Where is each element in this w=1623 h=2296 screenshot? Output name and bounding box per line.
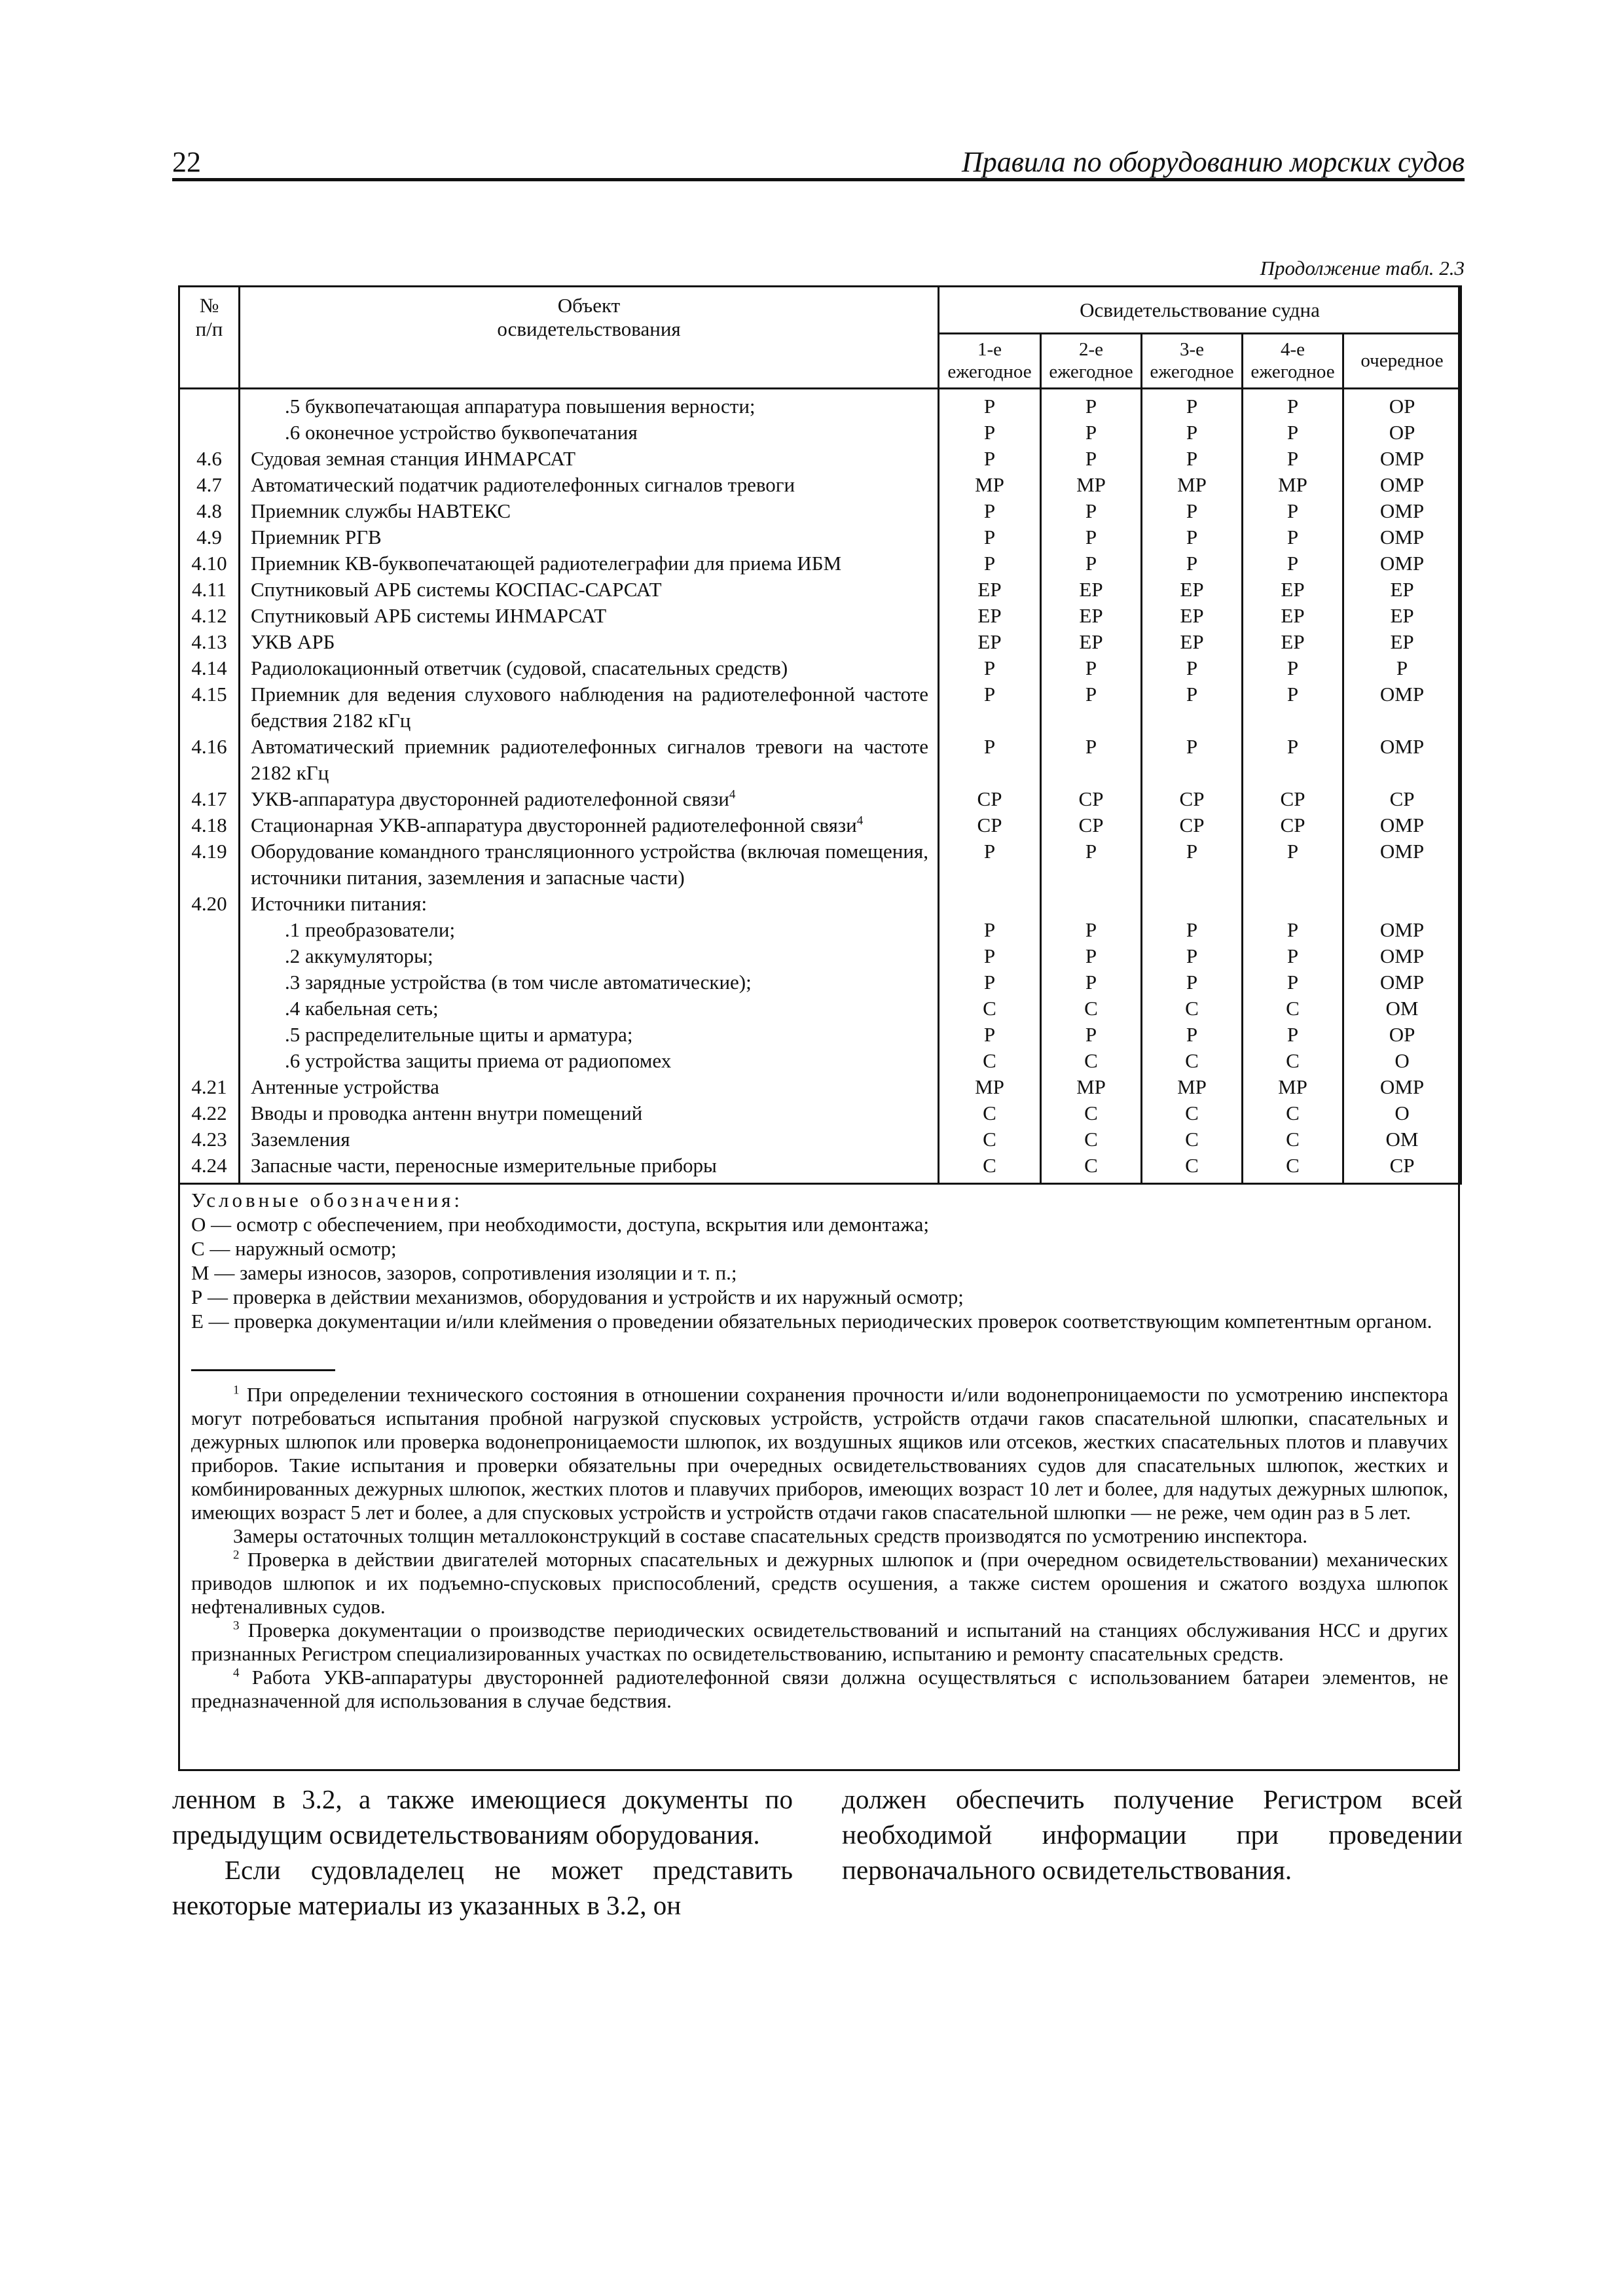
survey-code	[1243, 891, 1343, 917]
survey-code: Р	[1041, 734, 1142, 786]
survey-code: Р	[1243, 420, 1343, 446]
table-row	[179, 577, 1461, 603]
col-header-c2: 2-е ежегодное	[1041, 334, 1142, 389]
survey-code	[1142, 891, 1243, 917]
table-row	[179, 838, 1461, 891]
survey-code: Р	[1041, 498, 1142, 524]
col-header-c4: 4-е ежегодное	[1243, 334, 1343, 389]
survey-code: Р	[1142, 1022, 1243, 1048]
row-object	[240, 943, 939, 969]
footnote-mark: 3	[233, 1619, 240, 1633]
survey-code: Р	[1142, 655, 1243, 681]
survey-code: Р	[1142, 524, 1243, 550]
survey-code: Р	[939, 446, 1041, 472]
row-object-text: .5 буквопечатающая аппаратура повышения верности;	[285, 395, 756, 418]
survey-code: Р	[1142, 498, 1243, 524]
survey-code	[1041, 891, 1142, 917]
survey-code: ЕР	[1142, 629, 1243, 655]
table-row	[179, 812, 1461, 838]
row-object-text: .6 устройства защиты приема от радиопомех	[285, 1049, 672, 1072]
survey-code: Р	[1243, 838, 1343, 891]
survey-code: Р	[1041, 917, 1142, 943]
survey-code: ОМР	[1343, 1074, 1461, 1100]
survey-code: МР	[1142, 1074, 1243, 1100]
survey-code: МР	[1243, 1074, 1343, 1100]
survey-code: С	[1243, 1100, 1343, 1126]
table-row	[179, 1022, 1461, 1048]
row-number: 4.24	[179, 1153, 240, 1184]
row-object-text: .4 кабельная сеть;	[285, 997, 439, 1020]
survey-code: ЕР	[1343, 603, 1461, 629]
table-row	[179, 472, 1461, 498]
footnote	[191, 1666, 1448, 1713]
row-object-text: .5 распределительные щиты и арматура;	[285, 1023, 633, 1046]
survey-code: ОМР	[1343, 472, 1461, 498]
survey-code	[939, 891, 1041, 917]
table-row	[179, 891, 1461, 917]
row-object	[240, 891, 939, 917]
row-object-text: Радиолокационный ответчик (судовой, спасательных средств)	[251, 656, 788, 679]
row-number	[179, 420, 240, 446]
footnote-ref: 4	[856, 814, 864, 828]
legend	[191, 1188, 1448, 1333]
survey-code: Р	[939, 917, 1041, 943]
survey-code: Р	[1243, 943, 1343, 969]
row-object	[240, 681, 939, 734]
survey-code: ОМР	[1343, 446, 1461, 472]
table-row	[179, 1153, 1461, 1184]
survey-code: Р	[939, 498, 1041, 524]
survey-code: Р	[939, 969, 1041, 996]
survey-code: Р	[1041, 524, 1142, 550]
table-row	[179, 603, 1461, 629]
survey-code: С	[1041, 1048, 1142, 1074]
survey-table	[178, 285, 1462, 1185]
footnote-text: Проверка в действии двигателей моторных спасательных и дежурных шлюпок и (при очередном освидетельствовании) механических приводов шлюпок и их подъемно-спусковых приспособлений, средств осушения, а также систем орошения и сжатого воздуха шлюпок нефтеналивных судов.	[191, 1548, 1449, 1618]
survey-code: ОМР	[1343, 498, 1461, 524]
row-object	[240, 969, 939, 996]
table-row	[179, 969, 1461, 996]
survey-code: ОМР	[1343, 969, 1461, 996]
survey-code: Р	[1142, 943, 1243, 969]
row-object	[240, 550, 939, 577]
header-rule	[172, 178, 1465, 181]
row-object	[240, 1100, 939, 1126]
legend-item: М — замеры износов, зазоров, сопротивления изоляции и т. п.;	[191, 1261, 737, 1284]
running-title: Правила по оборудованию морских судов	[961, 146, 1465, 178]
survey-code: С	[1243, 1153, 1343, 1184]
body-paragraph: должен обеспечить получение Регистром всей необходимой информации при проведении первоначального освидетельствования.	[842, 1784, 1463, 1885]
body-column-right	[842, 1782, 1463, 1888]
row-object-text: .2 аккумуляторы;	[285, 944, 433, 967]
legend-title: Условные обозначения:	[191, 1189, 464, 1211]
row-number: 4.7	[179, 472, 240, 498]
survey-code: Р	[1041, 681, 1142, 734]
survey-code: ОР	[1343, 389, 1461, 420]
survey-code: ЕР	[1343, 577, 1461, 603]
survey-code: С	[1041, 1100, 1142, 1126]
row-number	[179, 1022, 240, 1048]
legend-item: О — осмотр с обеспечением, при необходимости, доступа, вскрытия или демонтажа;	[191, 1213, 930, 1236]
survey-code: Р	[1142, 420, 1243, 446]
row-object-text: Запасные части, переносные измерительные приборы	[251, 1154, 717, 1177]
row-object-text: Источники питания:	[251, 892, 428, 915]
row-object	[240, 629, 939, 655]
row-object	[240, 786, 939, 812]
row-object	[240, 446, 939, 472]
survey-code: Р	[939, 734, 1041, 786]
survey-code: Р	[1243, 917, 1343, 943]
survey-code: ОМР	[1343, 943, 1461, 969]
survey-code: Р	[939, 681, 1041, 734]
table-caption: Продолжение табл. 2.3	[1260, 257, 1465, 279]
survey-code: МР	[939, 1074, 1041, 1100]
survey-code: ЕР	[939, 577, 1041, 603]
survey-code: Р	[1243, 389, 1343, 420]
survey-code: МР	[1142, 472, 1243, 498]
survey-code: С	[939, 1126, 1041, 1153]
col-header-object-text: Объект освидетельствования	[497, 294, 681, 340]
row-object-text: Заземления	[251, 1128, 350, 1151]
survey-code: ОМР	[1343, 734, 1461, 786]
row-object	[240, 524, 939, 550]
legend-item: Р — проверка в действии механизмов, оборудования и устройств и их наружный осмотр;	[191, 1285, 964, 1308]
row-object	[240, 389, 939, 420]
table-row	[179, 498, 1461, 524]
row-object	[240, 420, 939, 446]
survey-code: ЕР	[1343, 629, 1461, 655]
survey-code: ЕР	[1243, 629, 1343, 655]
survey-code: С	[1142, 1048, 1243, 1074]
footnote-rule	[191, 1369, 335, 1371]
row-object	[240, 498, 939, 524]
survey-code: С	[1142, 996, 1243, 1022]
survey-code: С	[939, 1048, 1041, 1074]
survey-code: С	[1041, 1126, 1142, 1153]
row-object	[240, 734, 939, 786]
row-object	[240, 577, 939, 603]
row-object-text: Оборудование командного трансляционного устройства (включая помещения, источники питания, заземления и запасные части)	[251, 840, 928, 889]
body-paragraph: Если судовладелец не может представить некоторые материалы из указанных в 3.2, он	[172, 1855, 793, 1920]
table-row	[179, 734, 1461, 786]
survey-code: Р	[1243, 655, 1343, 681]
survey-code: СР	[1041, 786, 1142, 812]
survey-code: С	[1243, 996, 1343, 1022]
survey-code: ЕР	[1041, 603, 1142, 629]
survey-code: Р	[939, 420, 1041, 446]
survey-code: Р	[1243, 498, 1343, 524]
table-row	[179, 550, 1461, 577]
survey-code: Р	[1142, 446, 1243, 472]
page-header	[172, 145, 1465, 182]
row-number: 4.10	[179, 550, 240, 577]
survey-code: Р	[1142, 917, 1243, 943]
row-number: 4.8	[179, 498, 240, 524]
body-column-left	[172, 1782, 793, 1923]
footnote	[191, 1619, 1448, 1666]
table-row	[179, 446, 1461, 472]
survey-code: Р	[1041, 943, 1142, 969]
row-object	[240, 603, 939, 629]
survey-code: Р	[1142, 389, 1243, 420]
row-number: 4.16	[179, 734, 240, 786]
row-object	[240, 1048, 939, 1074]
row-object-text: Стационарная УКВ-аппаратура двусторонней радиотелефонной связи	[251, 814, 857, 836]
survey-code: С	[1041, 996, 1142, 1022]
survey-code: ЕР	[1243, 577, 1343, 603]
footnote-mark: 4	[233, 1666, 240, 1680]
survey-code: Р	[1142, 838, 1243, 891]
survey-code: ОМР	[1343, 838, 1461, 891]
survey-code: Р	[1041, 969, 1142, 996]
row-number: 4.18	[179, 812, 240, 838]
survey-code: МР	[1041, 1074, 1142, 1100]
survey-code: СР	[1142, 786, 1243, 812]
survey-code: Р	[1041, 389, 1142, 420]
row-object-text: Автоматический податчик радиотелефонных сигналов тревоги	[251, 473, 795, 496]
footnote-text: Замеры остаточных толщин металлоконструкций в составе спасательных средств производятся по усмотрению инспектора.	[233, 1524, 1308, 1547]
survey-code: МР	[1243, 472, 1343, 498]
row-object-text: Приемник для ведения слухового наблюдения на радиотелефонной частоте бедствия 2182 кГц	[251, 683, 928, 732]
survey-code: Р	[939, 1022, 1041, 1048]
table-row	[179, 524, 1461, 550]
row-number	[179, 969, 240, 996]
row-object-text: .6 оконечное устройство буквопечатания	[285, 421, 638, 444]
survey-code: Р	[939, 550, 1041, 577]
survey-code: Р	[939, 524, 1041, 550]
col-header-num-text: № п/п	[195, 294, 223, 340]
survey-code: С	[1243, 1126, 1343, 1153]
survey-code: ЕР	[939, 603, 1041, 629]
survey-code: Р	[1243, 1022, 1343, 1048]
row-object-text: Судовая земная станция ИНМАРСАТ	[251, 447, 575, 470]
row-object-text: УКВ-аппаратура двусторонней радиотелефонной связи	[251, 787, 729, 810]
survey-code: Р	[1041, 446, 1142, 472]
footnote-text: Проверка документации о производстве периодических освидетельствований и испытаний на станциях обслуживания НСС и других признанных Регистром специализированных участках по освидетельствованию, испытанию и ремонту спасательных средств.	[191, 1619, 1449, 1665]
table-row	[179, 655, 1461, 681]
col-header-num	[179, 287, 240, 389]
survey-code: Р	[1243, 734, 1343, 786]
table-row	[179, 681, 1461, 734]
survey-code: ЕР	[1041, 629, 1142, 655]
survey-code: Р	[1243, 524, 1343, 550]
survey-code: С	[1142, 1100, 1243, 1126]
survey-code: Р	[1041, 655, 1142, 681]
survey-code: СР	[939, 786, 1041, 812]
survey-code: С	[1142, 1126, 1243, 1153]
page-number: 22	[172, 146, 201, 178]
survey-code: Р	[1041, 420, 1142, 446]
row-object-text: Антенные устройства	[251, 1075, 439, 1098]
table-row	[179, 996, 1461, 1022]
survey-code: ЕР	[1243, 603, 1343, 629]
survey-code: ЕР	[939, 629, 1041, 655]
row-number	[179, 1048, 240, 1074]
survey-code: ЕР	[1142, 577, 1243, 603]
survey-code: Р	[1243, 550, 1343, 577]
row-number: 4.17	[179, 786, 240, 812]
survey-code: ОМ	[1343, 996, 1461, 1022]
survey-code: Р	[1243, 446, 1343, 472]
col-header-c1: 1-е ежегодное	[939, 334, 1041, 389]
table-row	[179, 1048, 1461, 1074]
footnote	[191, 1524, 1448, 1548]
row-object-text: Автоматический приемник радиотелефонных сигналов тревоги на частоте 2182 кГц	[251, 735, 928, 784]
footnote-mark: 1	[233, 1383, 240, 1397]
row-object	[240, 655, 939, 681]
footnote-ref: 4	[729, 787, 736, 802]
survey-code: ОМ	[1343, 1126, 1461, 1153]
row-object	[240, 1126, 939, 1153]
survey-code: С	[939, 996, 1041, 1022]
table-row	[179, 786, 1461, 812]
row-number: 4.12	[179, 603, 240, 629]
survey-code: Р	[939, 655, 1041, 681]
table-row	[179, 389, 1461, 420]
survey-code: ОМР	[1343, 681, 1461, 734]
row-object	[240, 472, 939, 498]
row-number: 4.21	[179, 1074, 240, 1100]
row-number: 4.14	[179, 655, 240, 681]
footnote	[191, 1383, 1448, 1524]
survey-code: О	[1343, 1100, 1461, 1126]
table-row	[179, 1100, 1461, 1126]
col-header-object	[240, 287, 939, 389]
row-object-text: .1 преобразователи;	[285, 918, 456, 941]
survey-code: Р	[1243, 681, 1343, 734]
row-number: 4.23	[179, 1126, 240, 1153]
body-paragraph: ленном в 3.2, а также имеющиеся документы по предыдущим освидетельствованиям оборудования.	[172, 1784, 793, 1850]
survey-code: ОМР	[1343, 917, 1461, 943]
survey-code: ОМР	[1343, 524, 1461, 550]
row-number: 4.20	[179, 891, 240, 917]
survey-code: Р	[1041, 1022, 1142, 1048]
table-row	[179, 1074, 1461, 1100]
row-object-text: Спутниковый АРБ системы КОСПАС-САРСАТ	[251, 578, 662, 601]
survey-code: СР	[1343, 1153, 1461, 1184]
footnote	[191, 1548, 1448, 1619]
survey-code: ОМР	[1343, 550, 1461, 577]
survey-code: СР	[1243, 786, 1343, 812]
col-header-c3: 3-е ежегодное	[1142, 334, 1243, 389]
row-number	[179, 389, 240, 420]
survey-code: ОР	[1343, 1022, 1461, 1048]
row-object-text: Приемник РГВ	[251, 526, 382, 548]
table-row	[179, 629, 1461, 655]
legend-item: С — наружный осмотр;	[191, 1237, 397, 1260]
survey-code: Р	[1142, 969, 1243, 996]
survey-code: МР	[1041, 472, 1142, 498]
row-number	[179, 943, 240, 969]
row-number: 4.11	[179, 577, 240, 603]
survey-code: О	[1343, 1048, 1461, 1074]
table-body	[179, 389, 1461, 1184]
row-number: 4.13	[179, 629, 240, 655]
row-object-text: Приемник КВ-буквопечатающей радиотелеграфии для приема ИБМ	[251, 552, 842, 575]
survey-code: Р	[1041, 838, 1142, 891]
survey-code: СР	[1243, 812, 1343, 838]
row-number	[179, 996, 240, 1022]
row-object-text: Приемник службы НАВТЕКС	[251, 499, 511, 522]
row-object	[240, 1022, 939, 1048]
survey-code: С	[1243, 1048, 1343, 1074]
row-object	[240, 917, 939, 943]
footnote-text: При определении технического состояния в отношении сохранения прочности и/или водонепроницаемости по усмотрению инспектора могут потребоваться испытания пробной нагрузкой спусковых устройств, устройств отдачи гаков спасательной шлюпки, спасательных и дежурных шлюпок или проверка водонепроницаемости шлюпок, их воздушных ящиков или отсеков, жестких спасательных плотов и плавучих приборов. Такие испытания и проверки обязательны при очередных освидетельствованиях судов для спасательных шлюпок, жестких и комбинированных дежурных шлюпок, жестких плотов и плавучих приборов, имеющих возраст 10 лет и более, для надутых дежурных шлюпок, имеющих возраст 5 лет и более, а для спусковых устройств и устройств отдачи гаков спасательной шлюпки — не реже, чем один раз в 5 лет.	[191, 1383, 1448, 1524]
row-object	[240, 1153, 939, 1184]
footnote-text: Работа УКВ-аппаратуры двусторонней радиотелефонной связи должна осуществляться с использованием батареи элементов, не предназначенной для использования в случае бедствия.	[191, 1666, 1449, 1712]
survey-code: ЕР	[1041, 577, 1142, 603]
survey-code: ЕР	[1142, 603, 1243, 629]
row-object	[240, 812, 939, 838]
survey-code: Р	[939, 389, 1041, 420]
row-number: 4.19	[179, 838, 240, 891]
row-object-text: .3 зарядные устройства (в том числе автоматические);	[285, 971, 752, 994]
survey-code: С	[939, 1153, 1041, 1184]
col-header-c5: очередное	[1343, 334, 1461, 389]
survey-code: ОР	[1343, 420, 1461, 446]
survey-code: МР	[939, 472, 1041, 498]
survey-code: Р	[939, 838, 1041, 891]
row-number: 4.22	[179, 1100, 240, 1126]
table-row	[179, 420, 1461, 446]
footnote-mark: 2	[233, 1548, 240, 1562]
row-object-text: УКВ АРБ	[251, 630, 335, 653]
survey-code: Р	[1343, 655, 1461, 681]
row-number: 4.15	[179, 681, 240, 734]
survey-code: Р	[1243, 969, 1343, 996]
row-number: 4.9	[179, 524, 240, 550]
survey-code	[1343, 891, 1461, 917]
table-row	[179, 943, 1461, 969]
row-object	[240, 838, 939, 891]
survey-code: СР	[939, 812, 1041, 838]
row-number	[179, 917, 240, 943]
survey-code: Р	[939, 943, 1041, 969]
survey-code: СР	[1041, 812, 1142, 838]
survey-code: С	[1041, 1153, 1142, 1184]
row-object-text: Спутниковый АРБ системы ИНМАРСАТ	[251, 604, 607, 627]
survey-code: Р	[1041, 550, 1142, 577]
col-header-survey: Освидетельствование судна	[939, 287, 1461, 334]
survey-code: С	[1142, 1153, 1243, 1184]
survey-code: Р	[1142, 550, 1243, 577]
row-object	[240, 1074, 939, 1100]
survey-code: С	[939, 1100, 1041, 1126]
footnotes	[191, 1383, 1448, 1713]
survey-code: Р	[1142, 734, 1243, 786]
row-object-text: Вводы и проводка антенн внутри помещений	[251, 1102, 643, 1124]
row-object	[240, 996, 939, 1022]
survey-code: СР	[1343, 786, 1461, 812]
row-number: 4.6	[179, 446, 240, 472]
table-row	[179, 1126, 1461, 1153]
table-row	[179, 917, 1461, 943]
survey-code: ОМР	[1343, 812, 1461, 838]
survey-code: Р	[1142, 681, 1243, 734]
legend-item: Е — проверка документации и/или клеймения о проведении обязательных периодических проверок соответствующим компетентным органом.	[191, 1310, 1432, 1333]
survey-code: СР	[1142, 812, 1243, 838]
